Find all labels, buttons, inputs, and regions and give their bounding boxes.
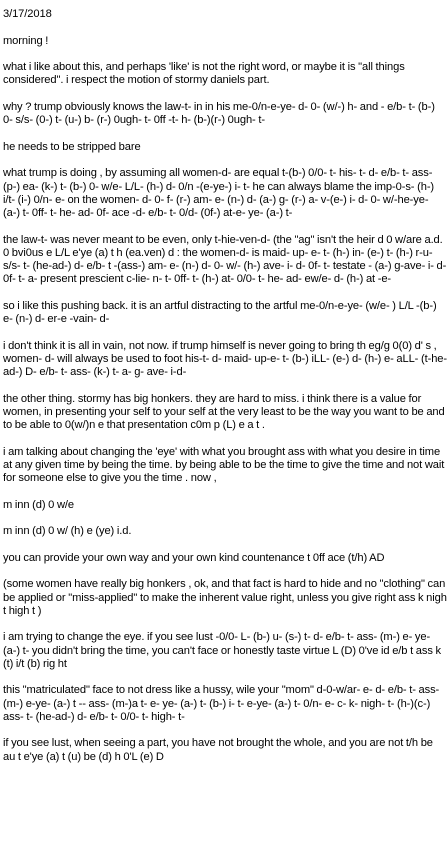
paragraph: what i like about this, and perhaps 'like' is not the right word, or maybe it is "all things considered". i respect the motion of stormy daniels part. bbox=[3, 61, 405, 87]
paragraph: if you see lust, when seeing a part, you have not brought the whole, and you are not t/h be au t e'ye (a) t (u) be (d) h 0'L (e) D bbox=[3, 737, 433, 763]
paragraph: so i like this pushing back. it is an artful distracting to the artful me-0/n-e-ye- (w/e- ) L/L -(b-) e- (n-) d- er-e -vain- d- bbox=[3, 299, 437, 325]
paragraph: m inn (d) 0 w/ (h) e (ye) i.d. bbox=[3, 525, 132, 538]
paragraph: (some women have really big honkers , ok, and that fact is hard to hide and no "clothing" can be applied or "miss-applied" to make the inherent value right, unless you give right ass k nigh t high t ) bbox=[3, 578, 447, 617]
paragraph: m inn (d) 0 w/e bbox=[3, 498, 74, 511]
paragraph: the law-t- was never meant to be even, only t-hie-ven-d- (the "ag" isn't the heir d 0 w/are a.d. 0 bvi0us e L/L e'ye (a) t h (ea.ven) d : the women-d- is maid- up- e- t- (h-) in- (e-) t- (h-) r-u-s/s- t- (he-ad-) d- e/b- t -(ass-) am- e- (n-) d- 0- w/- (h-) ave- i- d- 0f- t- testate - (a-) g-ave- i- d- 0f- t- a- present prescient c-lie- n- t- 0ff- t- (h-) at- 0/0- t- he- ad- ew/e- d- (h-) at -e- bbox=[3, 233, 447, 286]
document-date: 3/17/2018 bbox=[3, 8, 52, 20]
paragraph: this "matriculated" face to not dress like a hussy, wile your "mom" d-0-w/ar- e- d- e/b- t- ass- (m-) e-ye- (a-) t -- ass- (m-)a t- e- ye- (a-) t- (b-) i- t- e-ye- (a-) t- 0/n- e- c- k- nigh- t- (h-)(c-) ass- t- (he-ad-) d- e/b- t- 0/0- t- high- t- bbox=[3, 684, 440, 723]
paragraph: morning ! bbox=[3, 34, 49, 47]
paragraph: he needs to be stripped bare bbox=[3, 140, 141, 153]
paragraph: you can provide your own way and your own kind countenance t 0ff ace (t/h) AD bbox=[3, 551, 385, 564]
paragraph: what trump is doing , by assuming all women-d- are equal t-(b-) 0/0- t- his- t- d- e/b- t- ass- (p-) ea- (k-) t- (b-) 0- w/e- L/L- (h-) d- 0/n -(e-ye-) i- t- he can always blame the imp-0-s- (h-) i/t- (i-) 0/n- e- on the women- d- 0- f- (r-) am- e- (n-) d- (a-) g- (r-) a- v-(e-) i- d- 0- w/-he-ye- (a-) t- 0ff- t- he- ad- 0f- ace -d- e/b- t- 0/d- (0f-) at-e- ye- (a-) t- bbox=[3, 167, 435, 219]
paragraph: i am trying to change the eye. if you see lust -0/0- L- (b-) u- (s-) t- d- e/b- t- ass- (m-) e- ye- (a-) t- you didn't bring the time, you can't face or honestly taste virtue L (D) 0've id e/b t ass k (t) i/t (b) rig ht bbox=[3, 631, 441, 670]
paragraph: the other thing. stormy has big honkers. they are hard to miss. i think there is a value for women, in presenting your self to your self at the very least to be the way you want to be and to be able to 0(w/)n e that presentation c0m p (L) e a t . bbox=[3, 392, 445, 431]
paragraph: i don't think it is all in vain, not now. if trump himself is never going to bring th eg/g 0(0) d' s , women- d- will always be used to foot his-t- d- maid- up-e- t- (b-) iLL- (e-) d- (h-) e- aLL- (t-he-ad-) D- e/b- t- ass- (k-) t- a- g- ave- i-d- bbox=[3, 339, 447, 378]
paragraph: i am talking about changing the 'eye' with what you brought ass with what you desire in time at any given time by being the time. by being able to be the time to give the time and not wait for someone else to give you the time . now , bbox=[3, 445, 445, 484]
paragraph: why ? trump obviously knows the law-t- in in his me-0/n-e-ye- d- 0- (w/-) h- and - e/b- t- (b-) 0- s/s- (0-) t- (u-) b- (r-) 0ugh- t- 0ff -t- h- (b-)(r-) 0ugh- t- bbox=[3, 100, 435, 127]
